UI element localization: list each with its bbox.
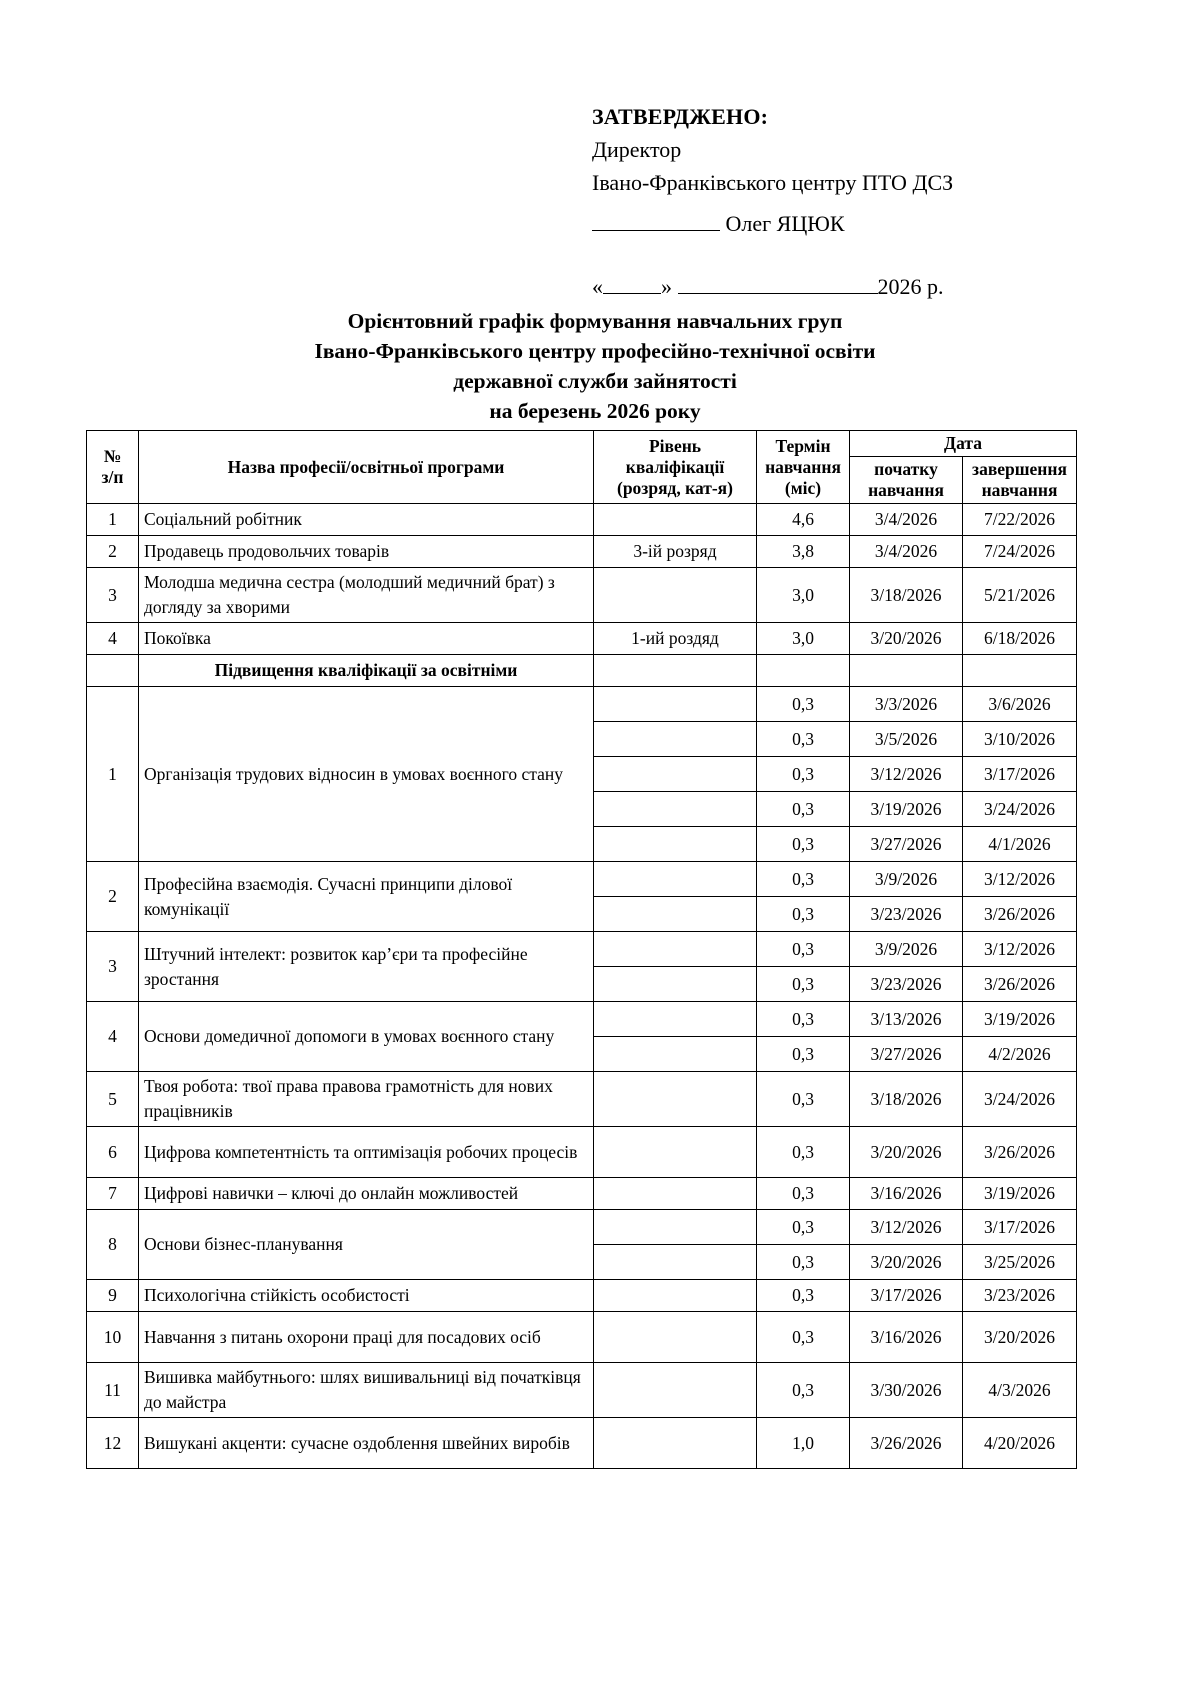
header-start-date	[850, 457, 963, 504]
table-row	[87, 1210, 1077, 1245]
approval-block	[592, 100, 1072, 303]
row-start-date: 3/27/2026	[850, 827, 963, 862]
row-term: 0,3	[757, 1312, 850, 1363]
row-term: 1,0	[757, 1418, 850, 1469]
table-row	[87, 1418, 1077, 1469]
row-program-name: Основи домедичної допомоги в умовах воєнного стану	[139, 1002, 594, 1072]
table-row	[87, 1280, 1077, 1312]
row-start-date: 3/12/2026	[850, 757, 963, 792]
row-program-name: Соціальний робітник	[139, 504, 594, 536]
row-qualification-level	[594, 897, 757, 932]
row-program-name: Навчання з питань охорони праці для посадових осіб	[139, 1312, 594, 1363]
row-program-name: Професійна взаємодія. Сучасні принципи ділової комунікації	[139, 862, 594, 932]
row-term: 0,3	[757, 792, 850, 827]
header-date-group: Дата	[850, 431, 1077, 457]
header-name: Назва професії/освітньої програми	[139, 431, 594, 504]
row-number: 11	[87, 1363, 139, 1418]
row-end-date: 3/19/2026	[963, 1178, 1077, 1210]
row-qualification-level: 1-ий роздяд	[594, 623, 757, 655]
table-row	[87, 504, 1077, 536]
row-qualification-level	[594, 932, 757, 967]
title-line-3: державної служби зайнятості	[453, 369, 737, 393]
row-number: 2	[87, 536, 139, 568]
row-end-date: 3/24/2026	[963, 792, 1077, 827]
row-start-date: 3/23/2026	[850, 897, 963, 932]
section-number	[87, 655, 139, 687]
row-qualification-level	[594, 967, 757, 1002]
row-number: 6	[87, 1127, 139, 1178]
section-title: Підвищення кваліфікації за освітніми	[139, 655, 594, 687]
row-end-date: 3/10/2026	[963, 722, 1077, 757]
table-row	[87, 1312, 1077, 1363]
table-row	[87, 932, 1077, 967]
table-row	[87, 687, 1077, 722]
table-row	[87, 1363, 1077, 1418]
row-end-date: 4/2/2026	[963, 1037, 1077, 1072]
row-term: 0,3	[757, 722, 850, 757]
row-number: 3	[87, 568, 139, 623]
header-level	[594, 431, 757, 504]
date-day-line	[603, 273, 661, 294]
date-open-quote: «	[592, 274, 603, 299]
row-start-date: 3/19/2026	[850, 792, 963, 827]
date-year-label: 2026 р.	[877, 274, 944, 299]
row-start-date: 3/18/2026	[850, 568, 963, 623]
row-start-date: 3/12/2026	[850, 1210, 963, 1245]
header-level-line3: (розряд, кат-я)	[617, 477, 733, 498]
row-end-date: 3/25/2026	[963, 1245, 1077, 1280]
row-end-date: 4/20/2026	[963, 1418, 1077, 1469]
row-number: 9	[87, 1280, 139, 1312]
header-start-line1: початку	[874, 459, 938, 479]
header-num-line1: №	[103, 446, 122, 466]
row-end-date: 3/26/2026	[963, 897, 1077, 932]
table-section-row	[87, 655, 1077, 687]
row-program-name: Вишукані акценти: сучасне оздоблення швейних виробів	[139, 1418, 594, 1469]
row-number: 2	[87, 862, 139, 932]
row-program-name: Основи бізнес-планування	[139, 1210, 594, 1280]
page-title	[0, 306, 1190, 426]
row-start-date: 3/9/2026	[850, 932, 963, 967]
row-end-date: 3/24/2026	[963, 1072, 1077, 1127]
date-month-line	[678, 273, 878, 294]
table-row	[87, 568, 1077, 623]
header-num	[87, 431, 139, 504]
row-term: 0,3	[757, 827, 850, 862]
row-program-name: Штучний інтелект: розвиток кар’єри та професійне зростання	[139, 932, 594, 1002]
row-program-name: Психологічна стійкість особистості	[139, 1280, 594, 1312]
section-start	[850, 655, 963, 687]
row-number: 5	[87, 1072, 139, 1127]
approval-position: Директор	[592, 137, 682, 162]
signer-name: Олег ЯЦЮК	[725, 211, 845, 236]
row-number: 4	[87, 623, 139, 655]
row-qualification-level	[594, 687, 757, 722]
row-term: 0,3	[757, 757, 850, 792]
row-qualification-level	[594, 1312, 757, 1363]
row-term: 0,3	[757, 687, 850, 722]
row-qualification-level	[594, 568, 757, 623]
row-qualification-level: 3-ій розряд	[594, 536, 757, 568]
header-level-line2: кваліфікації	[625, 456, 725, 477]
row-qualification-level	[594, 1002, 757, 1037]
row-end-date: 3/12/2026	[963, 932, 1077, 967]
row-qualification-level	[594, 862, 757, 897]
header-row-1	[87, 431, 1077, 457]
row-start-date: 3/4/2026	[850, 504, 963, 536]
header-term-line1: Термін	[775, 435, 831, 456]
row-term: 0,3	[757, 1210, 850, 1245]
approval-organization: Івано-Франківського центру ПТО ДСЗ	[592, 170, 954, 195]
table-row	[87, 623, 1077, 655]
row-start-date: 3/4/2026	[850, 536, 963, 568]
signature-line	[592, 210, 720, 231]
header-start-line2: навчання	[868, 480, 944, 500]
row-qualification-level	[594, 1363, 757, 1418]
row-number: 3	[87, 932, 139, 1002]
row-term: 0,3	[757, 1037, 850, 1072]
row-term: 0,3	[757, 1127, 850, 1178]
row-qualification-level	[594, 1418, 757, 1469]
row-program-name: Молодша медична сестра (молодший медичний брат) з догляду за хворими	[139, 568, 594, 623]
row-qualification-level	[594, 1072, 757, 1127]
header-end-line1: завершення	[972, 459, 1067, 479]
table-row	[87, 1072, 1077, 1127]
row-start-date: 3/23/2026	[850, 967, 963, 1002]
row-end-date: 5/21/2026	[963, 568, 1077, 623]
header-level-line1: Рівень	[648, 435, 702, 456]
row-term: 0,3	[757, 862, 850, 897]
table-head	[87, 431, 1077, 504]
row-end-date: 3/19/2026	[963, 1002, 1077, 1037]
row-qualification-level	[594, 792, 757, 827]
schedule-table	[86, 430, 1077, 1469]
row-program-name: Організація трудових відносин в умовах воєнного стану	[139, 687, 594, 862]
row-program-name: Цифрові навички – ключі до онлайн можливостей	[139, 1178, 594, 1210]
row-program-name: Твоя робота: твої права правова грамотність для нових працівників	[139, 1072, 594, 1127]
date-close-quote: »	[661, 274, 672, 299]
row-qualification-level	[594, 1178, 757, 1210]
row-start-date: 3/20/2026	[850, 623, 963, 655]
row-start-date: 3/17/2026	[850, 1280, 963, 1312]
header-term	[757, 431, 850, 504]
row-term: 3,0	[757, 623, 850, 655]
row-start-date: 3/20/2026	[850, 1245, 963, 1280]
row-term: 0,3	[757, 897, 850, 932]
table-row	[87, 1178, 1077, 1210]
row-start-date: 3/16/2026	[850, 1312, 963, 1363]
title-line-1: Орієнтовний графік формування навчальних груп	[347, 309, 843, 333]
section-level	[594, 655, 757, 687]
row-number: 8	[87, 1210, 139, 1280]
approval-date-row	[592, 270, 1072, 303]
row-program-name: Цифрова компетентність та оптимізація робочих процесів	[139, 1127, 594, 1178]
header-num-line2: з/п	[101, 467, 124, 487]
header-end-line2: навчання	[981, 480, 1058, 500]
row-end-date: 7/22/2026	[963, 504, 1077, 536]
signature-row	[592, 207, 1072, 240]
row-term: 0,3	[757, 1178, 850, 1210]
row-start-date: 3/3/2026	[850, 687, 963, 722]
row-end-date: 7/24/2026	[963, 536, 1077, 568]
header-term-line3: (міс)	[784, 477, 822, 498]
row-start-date: 3/9/2026	[850, 862, 963, 897]
row-end-date: 3/20/2026	[963, 1312, 1077, 1363]
section-term	[757, 655, 850, 687]
row-start-date: 3/27/2026	[850, 1037, 963, 1072]
row-end-date: 3/23/2026	[963, 1280, 1077, 1312]
row-qualification-level	[594, 757, 757, 792]
row-term: 3,0	[757, 568, 850, 623]
row-number: 10	[87, 1312, 139, 1363]
row-end-date: 4/3/2026	[963, 1363, 1077, 1418]
row-start-date: 3/16/2026	[850, 1178, 963, 1210]
row-start-date: 3/26/2026	[850, 1418, 963, 1469]
row-term: 0,3	[757, 1280, 850, 1312]
schedule-table-wrapper	[86, 430, 1076, 1469]
row-qualification-level	[594, 827, 757, 862]
row-term: 0,3	[757, 1363, 850, 1418]
header-end-date	[963, 457, 1077, 504]
row-start-date: 3/5/2026	[850, 722, 963, 757]
row-qualification-level	[594, 1037, 757, 1072]
row-number: 1	[87, 687, 139, 862]
row-qualification-level	[594, 1210, 757, 1245]
row-end-date: 3/17/2026	[963, 1210, 1077, 1245]
row-start-date: 3/30/2026	[850, 1363, 963, 1418]
row-term: 0,3	[757, 932, 850, 967]
row-program-name: Покоївка	[139, 623, 594, 655]
title-line-4: на березень 2026 року	[489, 399, 701, 423]
row-program-name: Вишивка майбутнього: шлях вишивальниці від початківця до майстра	[139, 1363, 594, 1418]
row-number: 1	[87, 504, 139, 536]
section-end	[963, 655, 1077, 687]
row-number: 12	[87, 1418, 139, 1469]
row-term: 0,3	[757, 967, 850, 1002]
row-start-date: 3/18/2026	[850, 1072, 963, 1127]
row-number: 7	[87, 1178, 139, 1210]
row-end-date: 3/6/2026	[963, 687, 1077, 722]
row-end-date: 3/12/2026	[963, 862, 1077, 897]
row-term: 3,8	[757, 536, 850, 568]
table-body	[87, 504, 1077, 1469]
title-line-2: Івано-Франківського центру професійно-технічної освіти	[314, 339, 876, 363]
row-end-date: 3/26/2026	[963, 1127, 1077, 1178]
row-start-date: 3/20/2026	[850, 1127, 963, 1178]
header-term-line2: навчання	[765, 456, 841, 477]
row-qualification-level	[594, 722, 757, 757]
row-end-date: 3/17/2026	[963, 757, 1077, 792]
table-row	[87, 536, 1077, 568]
row-term: 0,3	[757, 1002, 850, 1037]
row-end-date: 3/26/2026	[963, 967, 1077, 1002]
table-row	[87, 1002, 1077, 1037]
row-term: 0,3	[757, 1072, 850, 1127]
row-program-name: Продавець продовольчих товарів	[139, 536, 594, 568]
row-qualification-level	[594, 1280, 757, 1312]
row-qualification-level	[594, 1245, 757, 1280]
row-qualification-level	[594, 1127, 757, 1178]
row-term: 4,6	[757, 504, 850, 536]
row-qualification-level	[594, 504, 757, 536]
row-term: 0,3	[757, 1245, 850, 1280]
row-start-date: 3/13/2026	[850, 1002, 963, 1037]
row-number: 4	[87, 1002, 139, 1072]
table-row	[87, 862, 1077, 897]
row-end-date: 4/1/2026	[963, 827, 1077, 862]
row-end-date: 6/18/2026	[963, 623, 1077, 655]
table-row	[87, 1127, 1077, 1178]
approval-title: ЗАТВЕРДЖЕНО:	[592, 104, 769, 129]
